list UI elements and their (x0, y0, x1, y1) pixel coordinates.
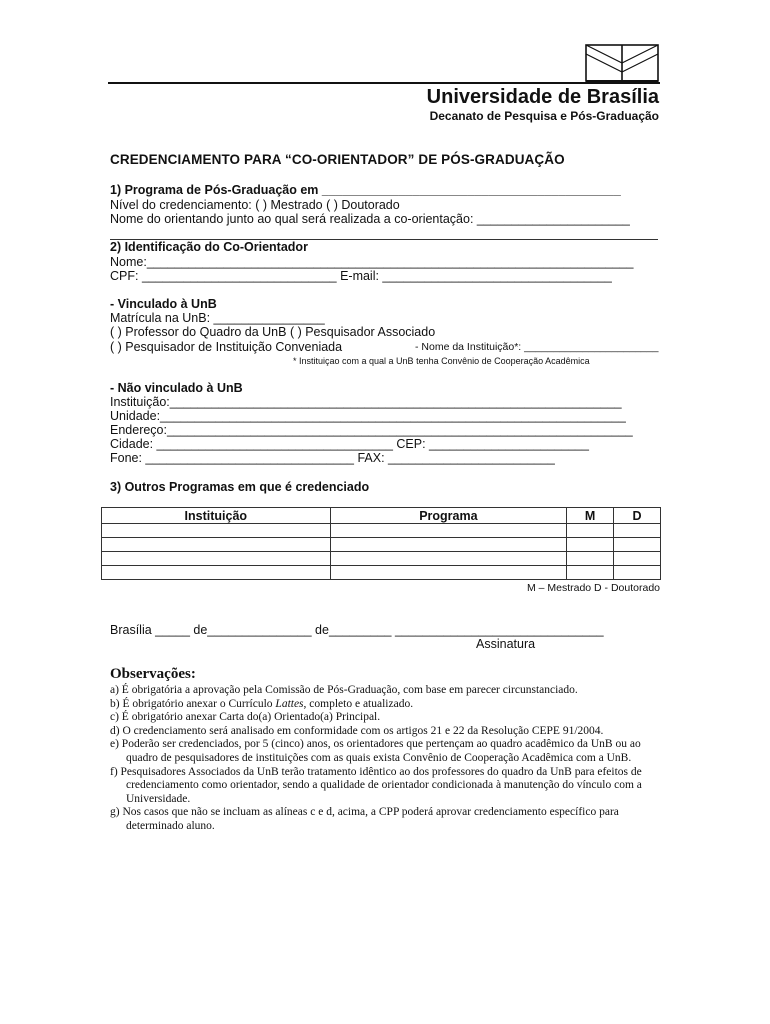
observacao-item-e: e) Poderão ser credenciados, por 5 (cinco) anos, os orientadores que pertençam ao quadro acadêmico da UnB ou ao quadro de pesquisadores de instituições com as quais exista Convênio de Cooperação Acadêmica com a UnB. (110, 738, 641, 764)
conveniada-name-field[interactable]: - Nome da Instituição*: _______________________ (415, 341, 659, 353)
conveniada-option[interactable]: ( ) Pesquisador de Instituição Conveniada (110, 340, 343, 354)
table-legend: M – Mestrado D - Doutorado (526, 582, 660, 594)
cidade-cep-field[interactable]: Cidade: __________________________________ CEP: _______________________ (110, 437, 589, 451)
table-cell[interactable] (567, 524, 614, 538)
observacao-item-b-prefix: b) É obrigatório anexar o Currículo (110, 697, 276, 710)
table-row (102, 552, 661, 566)
university-name: Universidade de Brasília (426, 86, 659, 108)
column-header-m: M (567, 508, 614, 524)
unb-logo (585, 44, 659, 82)
table-cell[interactable] (330, 552, 567, 566)
signature-label: Assinatura (476, 637, 536, 651)
table-row (102, 538, 661, 552)
conveniada-footnote: * Instituiçao com a qual a UnB tenha Convênio de Cooperação Acadêmica (293, 356, 590, 366)
cpf-email-field[interactable]: CPF: ____________________________ E-mail: _________________________________ (110, 269, 612, 283)
table-cell[interactable] (614, 552, 661, 566)
table-cell[interactable] (102, 524, 331, 538)
observacao-item-a: a) É obrigatória a aprovação pela Comissão de Pós-Graduação, com base em parecer circunstanciado. (110, 684, 578, 696)
header-rule (108, 82, 660, 84)
table-row (102, 566, 661, 580)
credential-level-field[interactable]: Nível do credenciamento: ( ) Mestrado ( ) Doutorado (110, 198, 400, 212)
section1-heading: 1) Programa de Pós-Graduação em ___________________________________________ (110, 183, 621, 197)
matricula-field[interactable]: Matrícula na UnB: ________________ (110, 311, 325, 325)
unidade-field[interactable]: Unidade:___________________________________________________________________ (110, 409, 626, 423)
fone-fax-field[interactable]: Fone: ______________________________ FAX: ________________________ (110, 451, 555, 465)
observacao-item-f: f) Pesquisadores Associados da UnB terão tratamento idêntico ao dos professores do quadro da UnB para efeitos de credenciamento como orientador, sendo a qualidade de orientador condicionada à manutenção do vínculo com a Universidade. (110, 765, 642, 805)
column-header-instituicao: Instituição (102, 508, 331, 524)
table-cell[interactable] (567, 552, 614, 566)
table-header-row (102, 508, 661, 524)
observacao-item-g: g) Nos casos que não se incluam as alíneas c e d, acima, a CPP poderá aprovar credenciamento específico para determinado aluno. (110, 806, 619, 832)
section3-heading: 3) Outros Programas em que é credenciado (110, 480, 370, 494)
observacoes-list (110, 684, 670, 834)
other-programs-table (101, 507, 661, 580)
table-cell[interactable] (567, 566, 614, 580)
nao-vinculado-heading: - Não vinculado à UnB (110, 381, 243, 395)
section2-heading: 2) Identificação do Co-Orientador (110, 240, 308, 254)
column-header-programa: Programa (330, 508, 567, 524)
observacao-item-b-suffix: , completo e atualizado. (303, 697, 414, 710)
student-name-field[interactable]: Nome do orientando junto ao qual será realizada a co-orientação: ______________________ (110, 212, 630, 226)
table-cell[interactable] (614, 538, 661, 552)
observacoes-heading: Observações: (110, 666, 196, 682)
professor-options[interactable]: ( ) Professor do Quadro da UnB ( ) Pesquisador Associado (110, 325, 436, 339)
instituicao-field[interactable]: Instituição:_________________________________________________________________ (110, 395, 622, 409)
table-cell[interactable] (102, 538, 331, 552)
name-field[interactable]: Nome:______________________________________________________________________ (110, 255, 634, 269)
department-name: Decanato de Pesquisa e Pós-Graduação (429, 109, 659, 123)
endereco-field[interactable]: Endereço:___________________________________________________________________ (110, 423, 633, 437)
table-cell[interactable] (330, 538, 567, 552)
date-signature-line[interactable]: Brasília _____ de_______________ de_________ ______________________________ (110, 623, 604, 637)
table-cell[interactable] (330, 524, 567, 538)
table-cell[interactable] (567, 538, 614, 552)
table-cell[interactable] (102, 566, 331, 580)
form-title: CREDENCIAMENTO PARA “CO-ORIENTADOR” DE PÓS-GRADUAÇÃO (110, 152, 565, 167)
table-cell[interactable] (614, 566, 661, 580)
observacao-item-d: d) O credenciamento será analisado em conformidade com os artigos 21 e 22 da Resolução CEPE 91/2004. (110, 724, 604, 737)
observacao-item-c: c) É obrigatório anexar Carta do(a) Orientado(a) Principal. (110, 711, 381, 724)
table-cell[interactable] (330, 566, 567, 580)
column-header-d: D (614, 508, 661, 524)
table-cell[interactable] (102, 552, 331, 566)
vinculado-heading: - Vinculado à UnB (110, 297, 217, 311)
observacao-item-b (110, 698, 670, 712)
table-row (102, 524, 661, 538)
table-cell[interactable] (614, 524, 661, 538)
observacao-item-b-lattes: Lattes (275, 697, 304, 710)
